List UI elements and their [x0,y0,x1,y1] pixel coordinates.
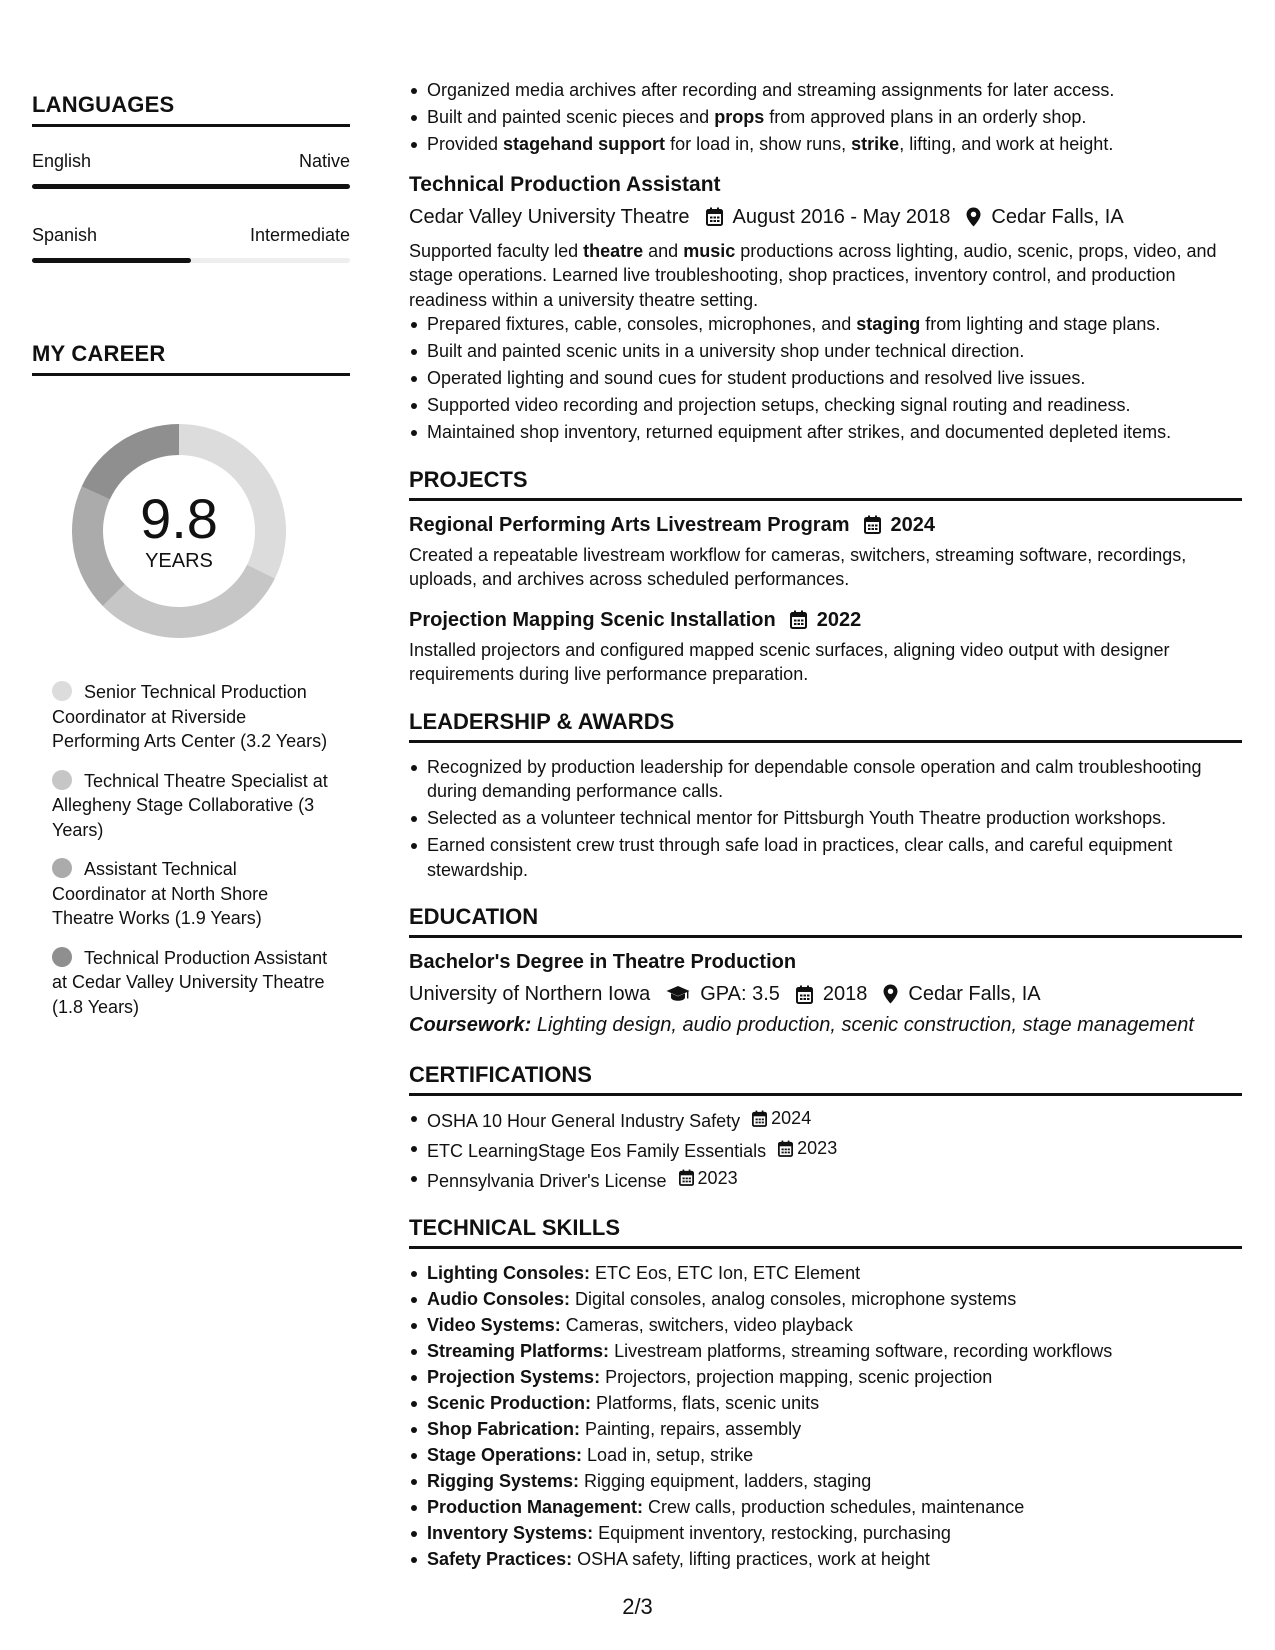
language-level-bar [32,184,350,189]
language-name: English [32,151,92,171]
education-location: Cedar Falls, IA [908,983,1041,1005]
certifications-list [409,1106,1242,1193]
legend-label: Senior Technical Production Coordinator at Riverside Performing Arts Center (3.2 Years) [52,682,328,751]
projects-title: PROJECTS [409,467,1242,501]
list-item: Earned consistent crew trust through safe load in practices, clear calls, and careful equipment stewardship. [427,833,1242,882]
skill-label: Inventory Systems: [427,1522,594,1543]
education-year: 2018 [822,983,868,1005]
list-item: Built and painted scenic pieces and props from approved plans in an orderly shop. [427,105,1242,130]
career-legend-item [52,769,334,843]
coursework-label: Coursework: [409,1014,532,1036]
cert-name: ETC LearningStage Eos Family Essentials [427,1140,767,1161]
job-summary: Supported faculty led theatre and music productions across lighting, audio, scenic, props, video, and stage operations. Learned live troubleshooting, shop practices, inventory control, and production readiness within a university theatre setting. [409,240,1217,310]
list-item [427,1443,1242,1468]
skill-label: Lighting Consoles: [427,1262,590,1283]
list-item [427,1365,1242,1390]
calendar-icon [790,610,807,629]
language-name: Spanish [32,225,98,245]
map-pin-icon [883,984,898,1004]
languages-title: LANGUAGES [32,92,350,127]
list-item: Maintained shop inventory, returned equipment after strikes, and documented depleted items. [427,420,1242,445]
calendar-icon [706,207,723,226]
list-item [427,1106,1242,1133]
project-item [409,606,1242,687]
project-name: Regional Performing Arts Livestream Program [409,513,850,536]
job-bullets [409,312,1242,445]
list-item [427,1469,1242,1494]
legend-dot [52,947,72,967]
skill-value: Livestream platforms, streaming software, recording workflows [614,1340,1113,1361]
list-item [427,1417,1242,1442]
skill-value: Rigging equipment, ladders, staging [584,1470,872,1491]
cert-year: 2023 [697,1167,738,1188]
cert-name: OSHA 10 Hour General Industry Safety [427,1110,741,1131]
list-item [427,1495,1242,1520]
skill-label: Video Systems: [427,1314,561,1335]
skill-label: Safety Practices: [427,1548,573,1569]
list-item [427,1261,1242,1286]
experience-continued-bullets [409,78,1242,157]
language-level: Intermediate [249,225,350,245]
skill-value: Digital consoles, analog consoles, microphone systems [575,1288,1017,1309]
language-item-english [32,151,350,189]
skill-label: Production Management: [427,1496,644,1517]
skill-value: Painting, repairs, assembly [585,1418,802,1439]
leadership-title: LEADERSHIP & AWARDS [409,709,1242,743]
skill-value: Platforms, flats, scenic units [596,1392,820,1413]
legend-label: Technical Theatre Specialist at Allegheny Stage Collaborative (3 Years) [52,770,328,840]
legend-dot [52,858,72,878]
list-item: Selected as a volunteer technical mentor for Pittsburgh Youth Theatre production workshops. [427,806,1242,831]
job-meta [409,203,1242,231]
list-item: Supported video recording and projection setups, checking signal routing and readiness. [427,393,1242,418]
skill-label: Streaming Platforms: [427,1340,610,1361]
language-level-fill [32,184,350,189]
project-year: 2022 [816,608,862,631]
language-level-fill [32,258,191,263]
list-item [427,1339,1242,1364]
education-title: EDUCATION [409,904,1242,938]
skill-value: Crew calls, production schedules, maintenance [648,1496,1025,1517]
job-title: Technical Production Assistant [409,172,721,196]
skill-value: Cameras, switchers, video playback [565,1314,853,1335]
career-legend [52,680,334,1019]
list-item: Organized media archives after recording and streaming assignments for later access. [427,78,1242,103]
skills-title: TECHNICAL SKILLS [409,1215,1242,1249]
cert-name: Pennsylvania Driver's License [427,1170,667,1191]
job-company: Cedar Valley University Theatre [409,205,690,228]
education-degree: Bachelor's Degree in Theatre Production [409,951,797,973]
list-item [427,1547,1242,1572]
left-column [32,92,350,1034]
legend-label: Assistant Technical Coordinator at North Shore Theatre Works (1.9 Years) [52,859,269,928]
list-item [427,1391,1242,1416]
cert-year: 2024 [771,1108,812,1128]
list-item: Provided stagehand support for load in, show runs, strike, lifting, and work at height. [427,132,1242,157]
career-title: MY CAREER [32,341,350,376]
skill-value: Load in, setup, strike [587,1444,754,1465]
project-year: 2024 [890,513,935,536]
language-level: Native [298,151,350,171]
skill-value: Projectors, projection mapping, scenic projection [605,1366,993,1387]
list-item: Recognized by production leadership for dependable console operation and calm troubleshooting during demanding performance calls. [427,755,1242,804]
calendar-icon [778,1140,793,1157]
skill-label: Scenic Production: [427,1392,592,1413]
skill-label: Rigging Systems: [427,1470,580,1491]
education-school: University of Northern Iowa [409,983,651,1005]
list-item: Built and painted scenic units in a university shop under technical direction. [427,339,1242,364]
list-item [427,1136,1242,1163]
skill-label: Stage Operations: [427,1444,583,1465]
graduation-cap-icon [666,985,690,1003]
certifications-title: CERTIFICATIONS [409,1062,1242,1096]
education-coursework [409,1010,1242,1040]
skill-label: Audio Consoles: [427,1288,570,1309]
project-description: Installed projectors and configured mapped scenic surfaces, aligning video output with designer requirements during live performance preparation. [409,639,1170,684]
career-legend-item [52,946,334,1020]
legend-dot [52,681,72,701]
career-total-value: 9.8 [140,486,218,550]
map-pin-icon [966,207,981,227]
calendar-icon [752,1110,767,1127]
language-item-spanish [32,225,350,263]
list-item: Prepared fixtures, cable, consoles, microphones, and staging from lighting and stage plans. [427,312,1242,337]
legend-label: Technical Production Assistant at Cedar Valley University Theatre (1.8 Years) [52,947,328,1017]
calendar-icon [796,985,813,1004]
project-item [409,511,1242,592]
skill-label: Projection Systems: [427,1366,601,1387]
list-item [427,1287,1242,1312]
skill-value: ETC Eos, ETC Ion, ETC Element [595,1262,861,1283]
page-number: 2/3 [622,1594,653,1619]
skill-label: Shop Fabrication: [427,1418,580,1439]
job-dates: August 2016 - May 2018 [732,205,951,228]
list-item [427,1521,1242,1546]
list-item: Operated lighting and sound cues for student productions and resolved live issues. [427,366,1242,391]
cert-year: 2023 [797,1137,838,1158]
career-legend-item [52,857,334,931]
education-gpa: GPA: 3.5 [700,983,780,1005]
job-location: Cedar Falls, IA [991,205,1124,228]
list-item [427,1166,1242,1193]
skill-value: OSHA safety, lifting practices, work at height [577,1548,930,1569]
leadership-bullets [409,755,1242,883]
skills-list [409,1261,1242,1572]
list-item [427,1313,1242,1338]
skill-value: Equipment inventory, restocking, purchasing [598,1522,951,1543]
right-column [409,78,1242,1573]
career-legend-item [52,680,334,754]
coursework-text: Lighting design, audio production, scenic construction, stage management [536,1014,1194,1036]
calendar-icon [679,1169,694,1186]
calendar-icon [864,515,881,534]
career-total-unit: YEARS [145,549,213,572]
education-meta [409,980,1242,1008]
career-donut-chart [64,416,294,646]
project-name: Projection Mapping Scenic Installation [409,608,776,631]
legend-dot [52,770,72,790]
language-level-bar [32,258,350,263]
project-description: Created a repeatable livestream workflow for cameras, switchers, streaming software, recordings, uploads, and archives across scheduled performances. [409,544,1187,589]
